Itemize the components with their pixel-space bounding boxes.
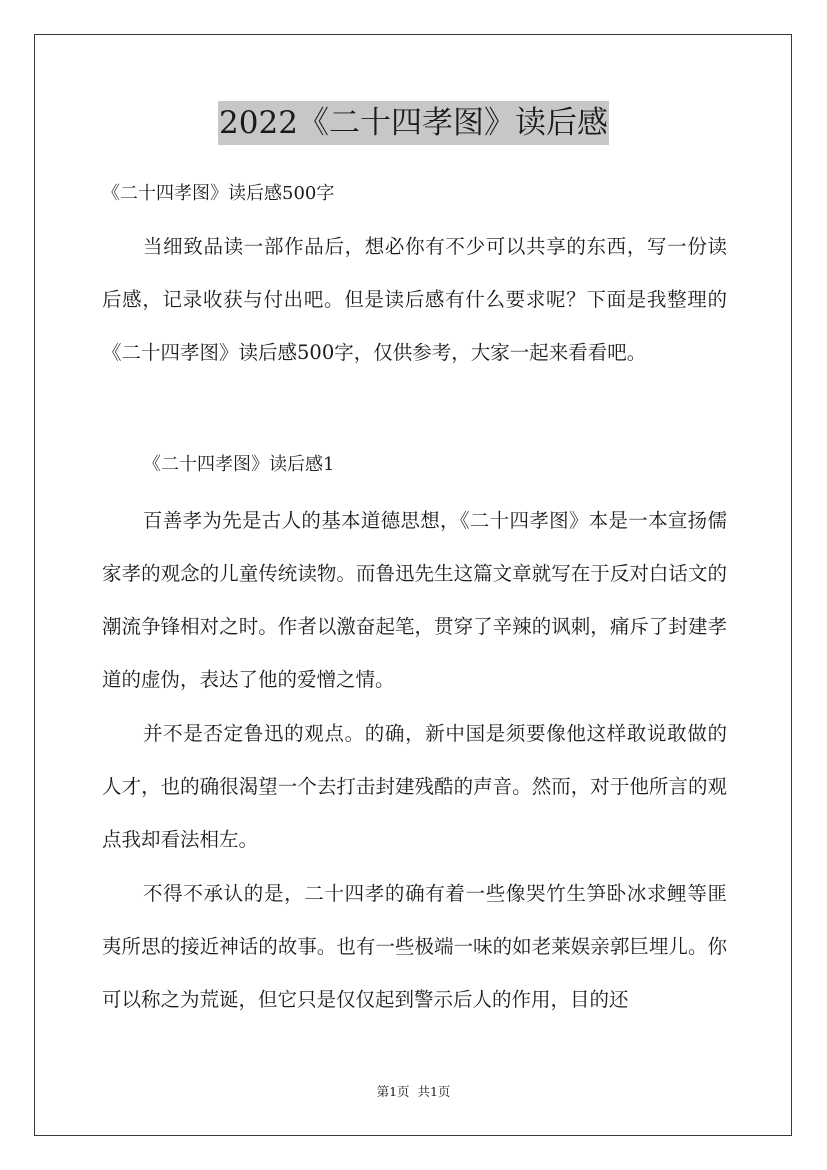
document-title	[0, 100, 827, 145]
body-paragraph-3: 不得不承认的是，二十四孝的确有着一些像哭竹生笋卧冰求鲤等匪夷所思的接近神话的故事。也有一些极端一味的如老莱娱亲郭巨埋儿。你可以称之为荒诞，但它只是仅仅起到警示后人的作用，目的还	[102, 882, 727, 1011]
document-title-text: 2022《二十四孝图》读后感	[218, 101, 609, 145]
body-paragraph-1: 百善孝为先是古人的基本道德思想，《二十四孝图》本是一本宣扬儒家孝的观念的儿童传统读物。而鲁迅先生这篇文章就写在于反对白话文的潮流争锋相对之时。作者以激奋起笔，贯穿了辛辣的讽刺，痛斥了封建孝道的虚伪，表达了他的爱憎之情。	[102, 509, 727, 691]
intro-paragraph: 当细致品读一部作品后，想必你有不少可以共享的东西，写一份读后感，记录收获与付出吧。但是读后感有什么要求呢？下面是我整理的《二十四孝图》读后感500字，仅供参考，大家一起来看看吧。	[102, 235, 727, 364]
body-paragraph-2: 并不是否定鲁迅的观点。的确，新中国是须要像他这样敢说敢做的人才，也的确很渴望一个去打击封建残酷的声音。然而，对于他所言的观点我却看法相左。	[102, 722, 727, 851]
page-footer: 第1页 共1页	[376, 1084, 451, 1099]
document-subtitle: 《二十四孝图》读后感500字	[102, 183, 335, 204]
section-heading: 《二十四孝图》读后感1	[143, 454, 335, 475]
